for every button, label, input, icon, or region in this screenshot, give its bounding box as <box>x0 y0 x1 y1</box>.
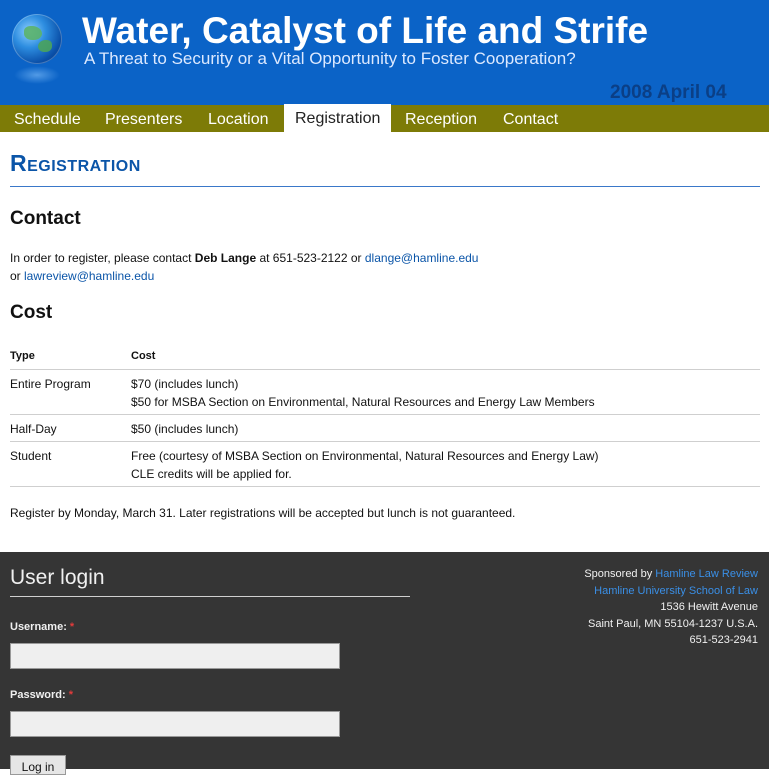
login-divider <box>10 596 410 597</box>
hamline-school-of-law-link[interactable]: Hamline University School of Law <box>594 584 758 597</box>
sponsor-phone: 651-523-2941 <box>689 634 758 646</box>
cost-heading: Cost <box>10 302 53 323</box>
email-link-dlange[interactable]: dlange@hamline.edu <box>364 251 479 265</box>
nav-item-contact[interactable]: Contact <box>503 111 559 128</box>
row-cost <box>131 447 599 483</box>
column-header-cost: Cost <box>131 350 156 362</box>
site-title[interactable]: Water, Catalyst of Life and Strife <box>82 10 649 51</box>
column-header-type: Type <box>10 350 35 362</box>
sponsor-line-1 <box>584 566 758 583</box>
username-label <box>10 621 74 633</box>
title-divider <box>10 186 760 187</box>
login-button[interactable]: Log in <box>10 755 66 775</box>
register-deadline-note: Register by Monday, March 31. Later registrations will be accepted but lunch is not guaranteed. <box>10 506 516 520</box>
password-input[interactable] <box>10 711 340 737</box>
cost-table <box>10 345 760 487</box>
password-label <box>10 689 73 701</box>
contact-or: or <box>10 269 25 283</box>
row-type: Half-Day <box>10 422 57 436</box>
contact-phone-text: at 651-523-2122 or <box>256 251 365 265</box>
table-row <box>10 415 760 442</box>
cost-line: Free (courtesy of MSBA Section on Environmental, Natural Resources and Energy Law) <box>131 449 599 463</box>
table-row <box>10 370 760 415</box>
nav-item-reception[interactable]: Reception <box>405 111 478 128</box>
contact-name: Deb Lange <box>194 251 257 265</box>
hamline-law-review-link[interactable]: Hamline Law Review <box>655 568 758 580</box>
cost-line: $50 for MSBA Section on Environmental, Natural Resources and Energy Law Members <box>131 395 595 409</box>
sponsor-prefix: Sponsored by <box>584 568 656 580</box>
sponsor-block <box>584 566 758 649</box>
username-label-text: Username: <box>10 621 67 633</box>
login-title: User login <box>10 566 105 589</box>
contact-line-2 <box>10 269 154 283</box>
globe-icon <box>12 14 62 64</box>
cost-line: CLE credits will be applied for. <box>131 467 292 481</box>
cost-line: $70 (includes lunch) <box>131 377 239 391</box>
cost-line: $50 (includes lunch) <box>131 422 239 436</box>
row-type: Entire Program <box>10 377 91 391</box>
required-mark: * <box>69 621 75 633</box>
nav-item-registration[interactable]: Registration <box>284 104 391 132</box>
sponsor-address-2: Saint Paul, MN 55104-1237 U.S.A. <box>588 617 758 630</box>
nav-item-presenters[interactable]: Presenters <box>105 111 183 128</box>
password-label-text: Password: <box>10 689 66 701</box>
row-cost <box>131 420 238 438</box>
contact-heading: Contact <box>10 208 81 229</box>
email-link-lawreview[interactable]: lawreview@hamline.edu <box>24 269 155 283</box>
contact-prefix: In order to register, please contact <box>10 251 195 265</box>
table-row <box>10 442 760 487</box>
contact-line-1 <box>10 251 478 265</box>
site-subtitle: A Threat to Security or a Vital Opportunity to Foster Cooperation? <box>84 49 576 68</box>
nav-item-schedule[interactable]: Schedule <box>14 111 81 128</box>
row-type: Student <box>10 449 52 463</box>
site-header <box>0 0 769 105</box>
username-input[interactable] <box>10 643 340 669</box>
main-nav <box>0 105 769 132</box>
row-cost <box>131 375 595 411</box>
required-mark: * <box>68 689 73 701</box>
event-date: 2008 April 04 <box>610 82 727 103</box>
table-header-row <box>10 345 760 370</box>
nav-item-location[interactable]: Location <box>208 111 269 128</box>
page-title: Registration <box>10 150 141 176</box>
sponsor-address-1: 1536 Hewitt Avenue <box>660 601 758 613</box>
sponsor-line-2 <box>584 583 758 600</box>
globe-reflection <box>14 66 60 84</box>
